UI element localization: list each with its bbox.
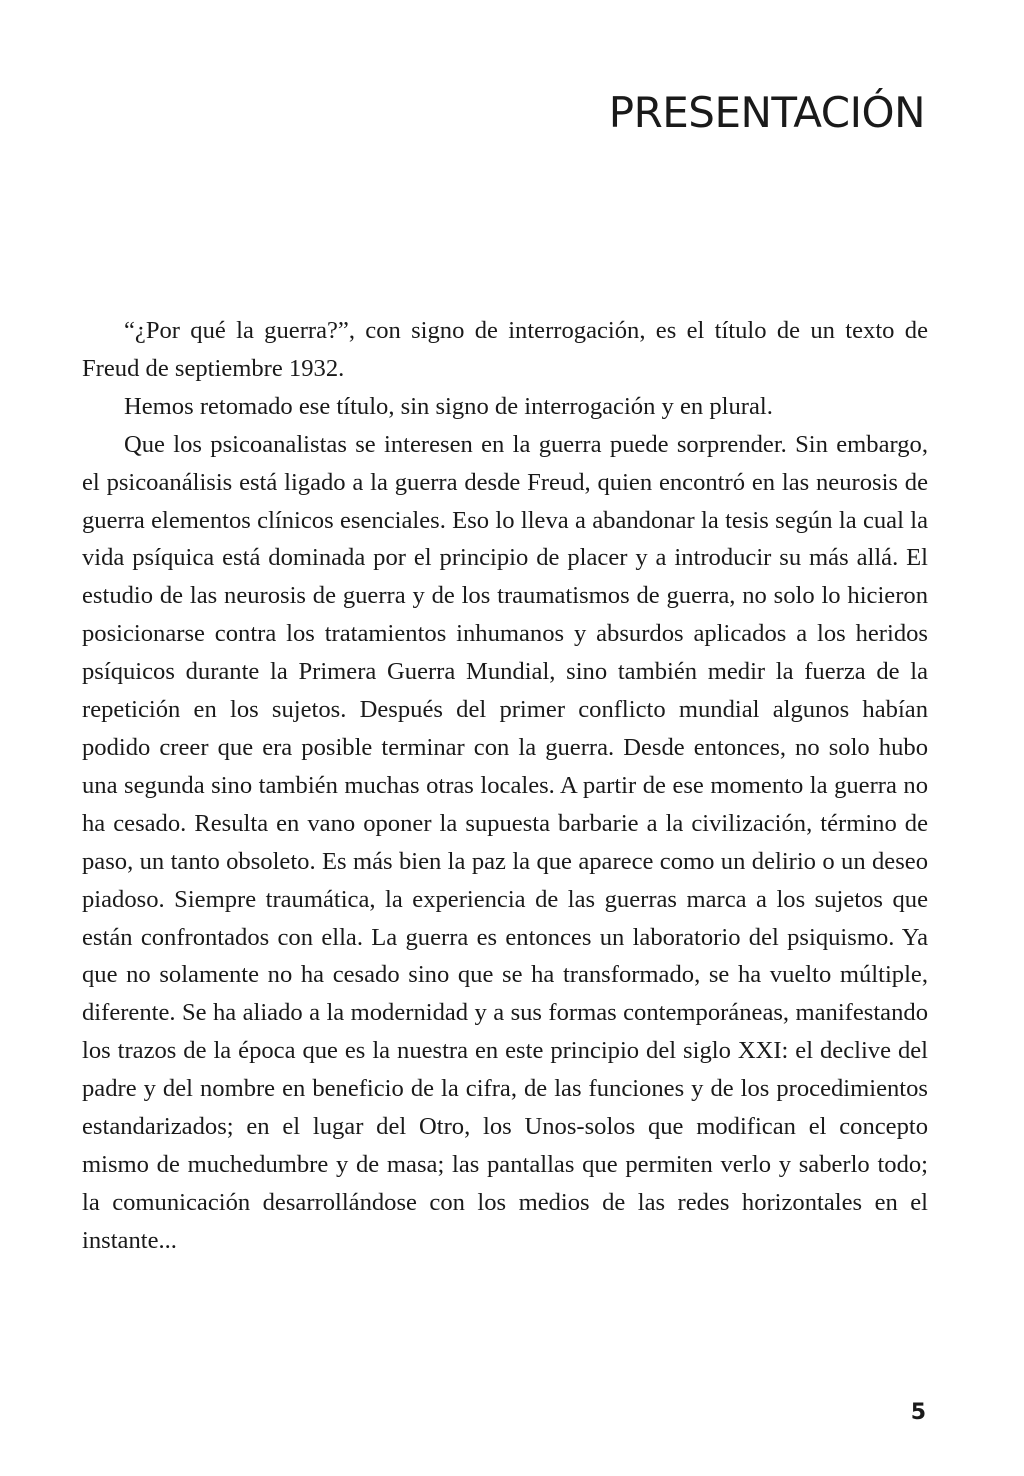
paragraph-1: “¿Por qué la guerra?”, con signo de interrogación, es el título de un texto de Freud de septiembre 1932. [82, 317, 928, 382]
paragraph-2: Hemos retomado ese título, sin signo de interrogación y en plural. [124, 392, 773, 420]
body-text [82, 312, 928, 1260]
paragraph-3: Que los psicoanalistas se interesen en la guerra puede sorprender. Sin embargo, el psicoanálisis está ligado a la guerra desde Freud, quien encontró en las neurosis de guerra elementos clínicos esenciales. Eso lo lleva a abandonar la tesis según la cual la vida psíquica está dominada por el principio de placer y a introducir su más allá. El estudio de las neurosis de guerra y de los traumatismos de guerra, no solo lo hicieron posicionarse contra los tratamientos inhumanos y absurdos aplicados a los heridos psíquicos durante la Primera Guerra Mundial, sino también medir la fuerza de la repetición en los sujetos. Después del primer conflicto mundial algunos habían podido creer que era posible terminar con la guerra. Desde entonces, no solo hubo una segunda sino también muchas otras locales. A partir de ese momento la guerra no ha cesado. Resulta en vano oponer la supuesta barbarie a la civilización, término de paso, un tanto obsoleto. Es más bien la paz la que aparece como un delirio o un deseo piadoso. Siempre traumática, la experiencia de las guerras marca a los sujetos que están confrontados con ella. La guerra es entonces un laboratorio del psiquismo. Ya que no solamente no ha cesado sino que se ha transformado, se ha vuelto múltiple, diferente. Se ha aliado a la modernidad y a sus formas contemporáneas, manifestando los trazos de la época que es la nuestra en este principio del siglo XXI: el declive del padre y del nombre en beneficio de la cifra, de las funciones y de los procedimientos estandarizados; en el lugar del Otro, los Unos-solos que modifican el concepto mismo de muchedumbre y de masa; las pantallas que permiten verlo y saberlo todo; la comunicación desarrollándose con los medios de las redes horizontales en el instante... [82, 430, 928, 1254]
page-number: 5 [910, 1400, 926, 1425]
chapter-title: PRESENTACIÓN [608, 88, 925, 137]
